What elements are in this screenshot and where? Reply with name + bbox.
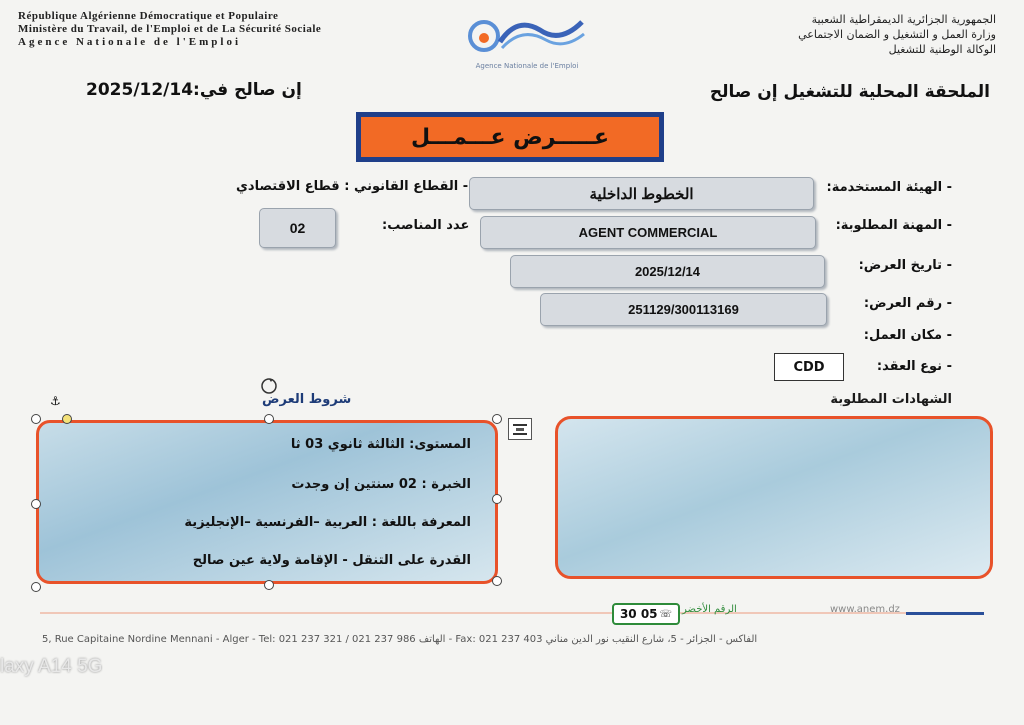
device-watermark: laxy A14 5G: [0, 656, 103, 677]
green-number: 30 05: [619, 607, 658, 621]
certificates-title: الشهادات المطلوبة: [830, 392, 952, 407]
number-label: - رقم العرض:: [863, 296, 952, 311]
legal-sector: - القطاع القانوني : قطاع الاقتصادي: [236, 179, 469, 194]
rotate-handle-icon[interactable]: [259, 376, 279, 396]
certificates-box: [555, 416, 993, 579]
contract-label: - نوع العقد:: [876, 359, 952, 374]
header-ar-line1: الجمهورية الجزائرية الديمقراطية الشعبية: [811, 13, 996, 26]
phone-icon: ☏: [659, 608, 673, 620]
condition-experience: الخبرة : 02 سنتين إن وجدت: [291, 477, 471, 492]
green-number-box: [612, 603, 680, 625]
website: www.anem.dz: [830, 604, 900, 615]
contract-field: CDD: [774, 353, 844, 381]
header-fr-line3: Agence Nationale de l'Emploi: [18, 36, 242, 48]
condition-level: المستوى: الثالثة ثانوي 03 ثا: [290, 437, 471, 452]
conditions-box[interactable]: [36, 420, 498, 584]
logo-icon: [462, 8, 592, 62]
green-number-label: الرقم الأخضر: [682, 604, 737, 615]
number-field: 251129/300113169: [540, 293, 827, 326]
anchor-icon: ⚓: [50, 394, 61, 408]
header-fr-line1: République Algérienne Démocratique et Populaire: [18, 10, 279, 22]
footer-accent: [906, 612, 984, 615]
office-name: الملحقة المحلية للتشغيل إن صالح: [709, 82, 990, 102]
profession-label: - المهنة المطلوبة:: [835, 218, 952, 233]
date-label: - تاريخ العرض:: [858, 258, 952, 273]
logo-caption: Agence Nationale de l'Emploi: [475, 62, 579, 70]
employer-field: الخطوط الداخلية: [469, 177, 814, 210]
page-title: عـــــرض عـــمـــل: [361, 117, 659, 157]
date-line-text: إن صالح في:2025/12/14: [86, 80, 302, 100]
header-arabic: [798, 12, 996, 57]
condition-mobility: القدرة على التنقل - الإقامة ولاية عين صالح: [192, 553, 471, 568]
header-french: [18, 10, 321, 49]
resize-handle-left[interactable]: [31, 499, 41, 509]
resize-handle-br[interactable]: [492, 576, 502, 586]
title-banner: [356, 112, 664, 162]
resize-handle-top[interactable]: [264, 414, 274, 424]
posts-label: عدد المناصب:: [382, 218, 470, 233]
header-ar-line2: وزارة العمل و التشغيل و الضمان الاجتماعي: [798, 28, 996, 41]
conditions-title: شروط العرض: [262, 392, 352, 407]
resize-handle-right[interactable]: [492, 494, 502, 504]
adjust-handle[interactable]: [62, 414, 72, 424]
resize-handle-bottom[interactable]: [264, 580, 274, 590]
offer-date-line: [86, 80, 302, 100]
resize-handle-tr[interactable]: [492, 414, 502, 424]
layout-options-icon[interactable]: [508, 418, 532, 440]
profession-field: AGENT COMMERCIAL: [480, 216, 816, 249]
resize-handle-tl[interactable]: [31, 414, 41, 424]
condition-languages: المعرفة باللغة : العربية –الفرنسية –الإنجليزية: [184, 515, 471, 530]
footer-address: 5, Rue Capitaine Nordine Mennani - Alger - Tel: 021 237 321 / 021 237 986 الهاتف - Fax: 021 237 403 الفاكس - الجزائر - 5، شارع النقيب نور الدين مناني: [42, 634, 758, 645]
posts-field: 02: [259, 208, 336, 248]
date-field: 2025/12/14: [510, 255, 825, 288]
header-ar-line3: الوكالة الوطنية للتشغيل: [888, 43, 996, 56]
header-fr-line2: Ministère du Travail, de l'Emploi et de La Sécurité Sociale: [18, 23, 322, 35]
employer-label: - الهيئة المستخدمة:: [826, 180, 952, 195]
resize-handle-bl[interactable]: [31, 582, 41, 592]
anem-logo: [462, 8, 592, 76]
place-label: - مكان العمل:: [863, 328, 952, 343]
